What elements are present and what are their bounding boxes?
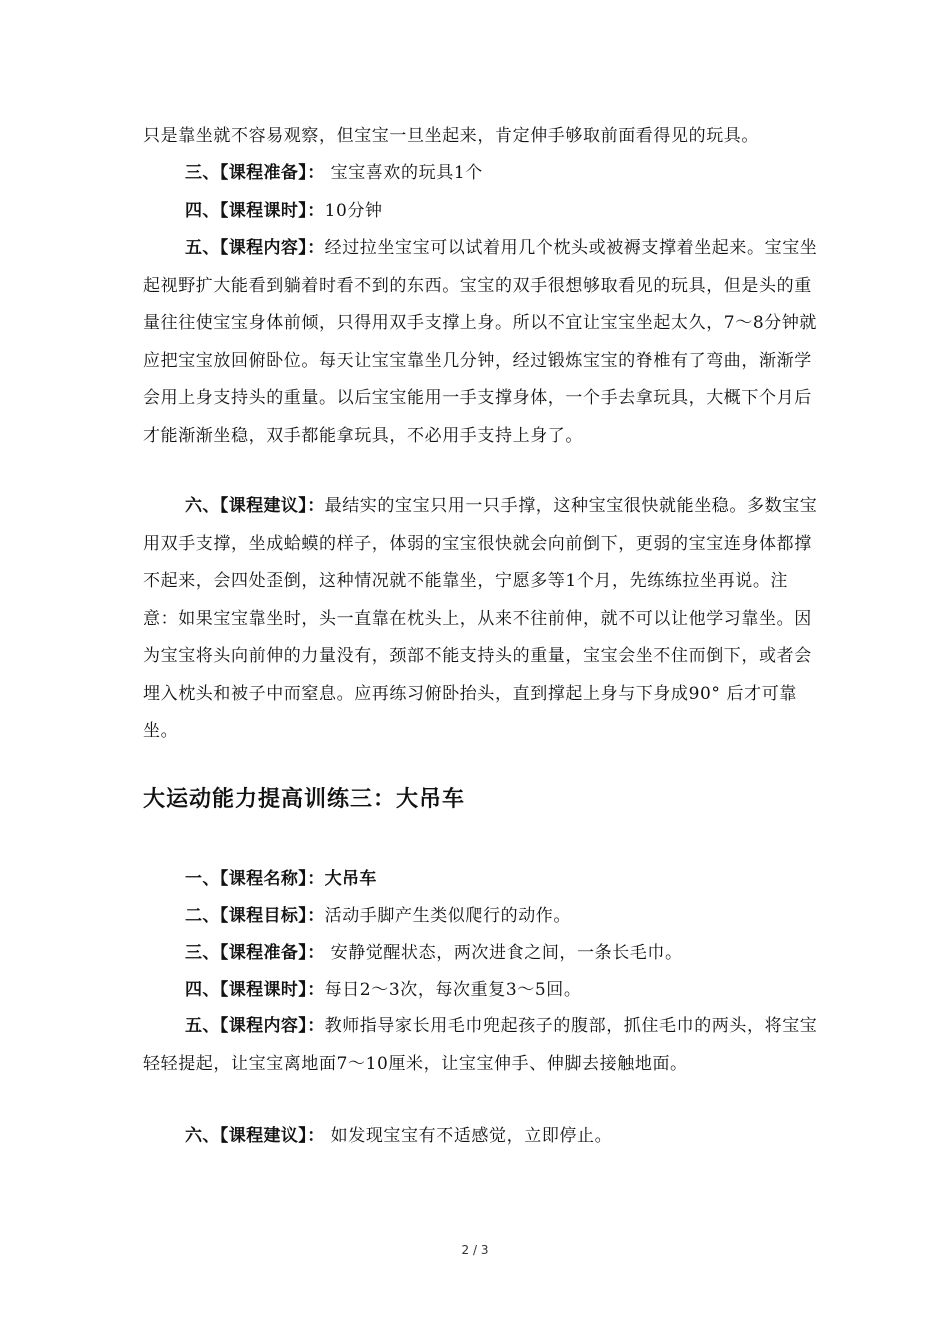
s1-preparation — [185, 155, 483, 193]
s2-goal-label: 二、【课程目标】： — [185, 906, 325, 926]
s1-preparation-label: 三、【课程准备】： — [185, 163, 325, 183]
s1-duration — [185, 193, 383, 231]
s1-advice — [143, 488, 823, 751]
s1-duration-text: 10分钟 — [324, 201, 383, 221]
continuation-text: 只是靠坐就不容易观察，但宝宝一旦坐起来，肯定伸手够取前面看得见的玩具。 — [143, 126, 759, 146]
s1-duration-label: 四、【课程课时】： — [185, 201, 325, 221]
s2-duration-text: 每日2～3次，每次重复3～5回。 — [324, 980, 582, 1000]
s1-preparation-text: 宝宝喜欢的玩具1个 — [324, 163, 483, 183]
s2-preparation-text: 安静觉醒状态，两次进食之间，一条长毛巾。 — [324, 943, 683, 963]
s2-preparation — [185, 935, 683, 973]
s2-name — [185, 861, 377, 899]
page-number: 2 / 3 — [461, 1243, 489, 1257]
s2-content-text: 教师指导家长用毛巾兜起孩子的腹部，抓住毛巾的两头，将宝宝轻轻提起，让宝宝离地面7～10厘米，让宝宝伸手、伸脚去接触地面。 — [143, 1016, 818, 1074]
s1-advice-text: 最结实的宝宝只用一只手撑，这种宝宝很快就能坐稳。多数宝宝用双手支撑，坐成蛤蟆的样子，体弱的宝宝很快就会向前倒下，更弱的宝宝连身体都撑不起来，会四处歪倒，这种情况就不能靠坐，宁愿多等1个月，先练练拉坐再说。注意：如果宝宝靠坐时，头一直靠在枕头上，从来不往前伸，就不可以让他学习靠坐。因为宝宝将头向前伸的力量没有，颈部不能支持头的重量，宝宝会坐不住而倒下，或者会埋入枕头和被子中而窒息。应再练习俯卧抬头，直到撑起上身与下身成90° 后才可靠坐。 — [143, 496, 818, 741]
s2-advice-label: 六、【课程建议】： — [185, 1126, 325, 1146]
section-heading: 大运动能力提高训练三：大吊车 — [143, 787, 466, 812]
s2-advice-text: 如发现宝宝有不适感觉，立即停止。 — [324, 1126, 613, 1146]
s2-name-text: 大吊车 — [324, 869, 377, 889]
s2-content-label: 五、【课程内容】： — [185, 1016, 325, 1036]
s1-content-label: 五、【课程内容】： — [185, 238, 325, 258]
s2-duration-label: 四、【课程课时】： — [185, 980, 325, 1000]
s2-preparation-label: 三、【课程准备】： — [185, 943, 325, 963]
s2-content — [143, 1008, 823, 1083]
s1-content — [143, 230, 823, 455]
s2-goal-text: 活动手脚产生类似爬行的动作。 — [324, 906, 572, 926]
s2-name-label: 一、【课程名称】： — [185, 869, 325, 889]
s1-content-text: 经过拉坐宝宝可以试着用几个枕头或被褥支撑着坐起来。宝宝坐起视野扩大能看到躺着时看不到的东西。宝宝的双手很想够取看见的玩具，但是头的重量往往使宝宝身体前倾，只得用双手支撑上身。所以不宜让宝宝坐起太久，7～8分钟就应把宝宝放回俯卧位。每天让宝宝靠坐几分钟，经过锻炼宝宝的脊椎有了弯曲，渐渐学会用上身支持头的重量。以后宝宝能用一手支撑身体，一个手去拿玩具，大概下个月后才能渐渐坐稳，双手都能拿玩具，不必用手支持上身了。 — [143, 238, 818, 446]
s2-duration — [185, 972, 581, 1010]
s2-goal — [185, 898, 571, 936]
s1-advice-label: 六、【课程建议】： — [185, 496, 325, 516]
s2-advice — [185, 1118, 612, 1156]
